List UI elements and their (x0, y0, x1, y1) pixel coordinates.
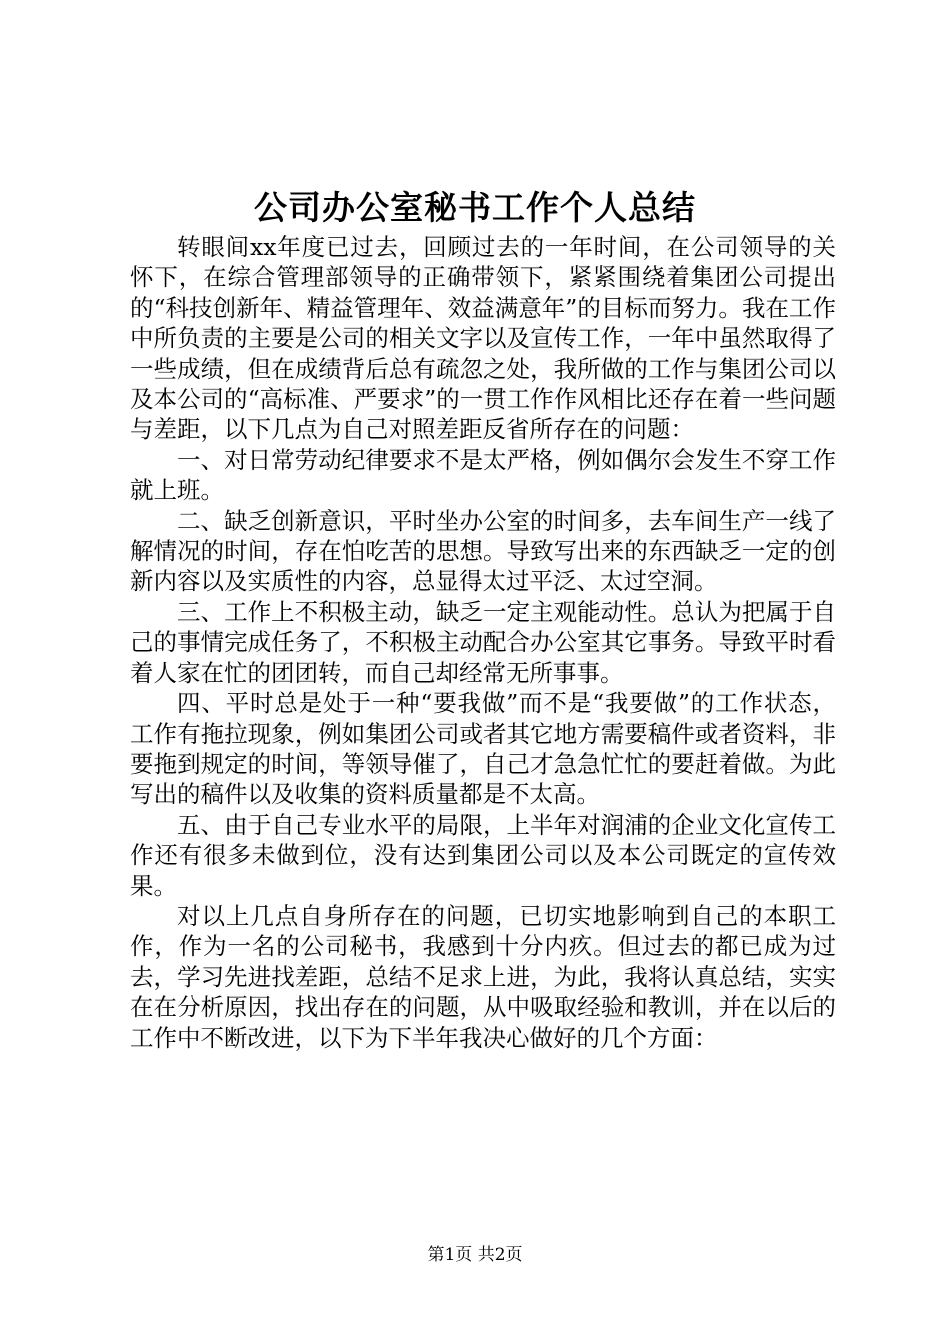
paragraph-conclusion: 对以上几点自身所存在的问题，已切实地影响到自己的本职工作，作为一名的公司秘书，我感到十分内疚。但过去的都已成为过去，学习先进找差距，总结不足求上进，为此，我将认真总结，实实在在分析原因，找出存在的问题，从中吸取经验和教训，并在以后的工作中不断改进，以下为下半年我决心做好的几个方面： (130, 901, 836, 1052)
paragraph-point-2: 二、缺乏创新意识，平时坐办公室的时间多，去车间生产一线了解情况的时间，存在怕吃苦的思想。导致写出来的东西缺乏一定的创新内容以及实质性的内容，总显得太过平泛、太过空洞。 (130, 506, 836, 596)
page-number-footer: 第1页 共2页 (427, 1245, 523, 1265)
paragraph-point-5: 五、由于自己专业水平的局限，上半年对润浦的企业文化宣传工作还有很多未做到位，没有达到集团公司以及本公司既定的宣传效果。 (130, 810, 836, 900)
paragraph-point-3: 三、工作上不积极主动，缺乏一定主观能动性。总认为把属于自己的事情完成任务了，不积极主动配合办公室其它事务。导致平时看着人家在忙的团团转，而自己却经常无所事事。 (130, 597, 836, 687)
document-title: 公司办公室秘书工作个人总结 (254, 188, 696, 227)
paragraph-intro: 转眼间xx年度已过去，回顾过去的一年时间，在公司领导的关怀下，在综合管理部领导的正确带领下，紧紧围绕着集团公司提出的“科技创新年、精益管理年、效益满意年”的目标而努力。我在工作中所负责的主要是公司的相关文字以及宣传工作，一年中虽然取得了一些成绩，但在成绩背后总有疏忽之处，我所做的工作与集团公司以及本公司的“高标准、严要求”的一贯工作作风相比还存在着一些问题与差距，以下几点为自己对照差距反省所存在的问题： (130, 233, 836, 444)
paragraph-point-4: 四、平时总是处于一种“要我做”而不是“我要做”的工作状态，工作有拖拉现象，例如集团公司或者其它地方需要稿件或者资料，非要拖到规定的时间，等领导催了，自己才急急忙忙的要赶着做。为此写出的稿件以及收集的资料质量都是不太高。 (130, 689, 836, 809)
paragraph-point-1: 一、对日常劳动纪律要求不是太严格，例如偶尔会发生不穿工作就上班。 (130, 445, 836, 505)
document-body (130, 232, 836, 1053)
